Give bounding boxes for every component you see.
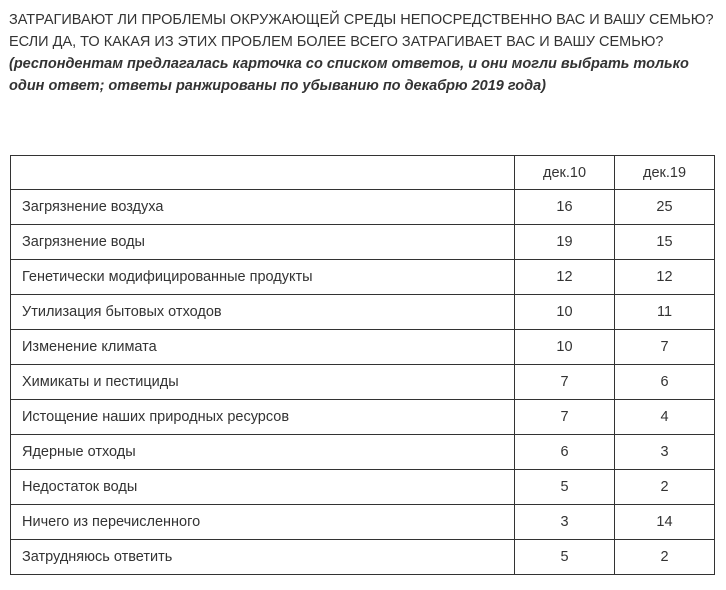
table-row: [11, 365, 715, 400]
question-text: ЗАТРАГИВАЮТ ЛИ ПРОБЛЕМЫ ОКРУЖАЮЩЕЙ СРЕДЫ НЕПОСРЕДСТВЕННО ВАС И ВАШУ СЕМЬЮ? ЕСЛИ ДА, ТО КАКАЯ ИЗ ЭТИХ ПРОБЛЕМ БОЛЕЕ ВСЕГО ЗАТРАГИВАЕТ ВАС И ВАШУ СЕМЬЮ?: [9, 12, 714, 50]
row-label: Загрязнение воздуха: [11, 190, 515, 225]
row-label: Изменение климата: [11, 330, 515, 365]
results-table: [10, 155, 715, 575]
row-value-dec10: 6: [515, 435, 615, 470]
table-row: [11, 505, 715, 540]
header-cell-dec19: дек.19: [615, 156, 715, 190]
row-value-dec19: 2: [615, 470, 715, 505]
row-value-dec10: 7: [515, 400, 615, 435]
table-row: [11, 190, 715, 225]
question-note: (респондентам предлагалась карточка со списком ответов, и они могли выбрать только один ответ; ответы ранжированы по убыванию по декабрю 2019 года): [9, 56, 689, 94]
table-row: [11, 330, 715, 365]
row-value-dec10: 5: [515, 470, 615, 505]
row-label: Утилизация бытовых отходов: [11, 295, 515, 330]
table-row: [11, 225, 715, 260]
row-value-dec10: 7: [515, 365, 615, 400]
row-value-dec19: 2: [615, 540, 715, 575]
table-row: [11, 435, 715, 470]
row-value-dec19: 14: [615, 505, 715, 540]
row-value-dec19: 6: [615, 365, 715, 400]
table-row: [11, 260, 715, 295]
table-row: [11, 295, 715, 330]
table-row: [11, 540, 715, 575]
row-value-dec10: 16: [515, 190, 615, 225]
row-label: Затрудняюсь ответить: [11, 540, 515, 575]
row-value-dec10: 10: [515, 295, 615, 330]
row-value-dec10: 12: [515, 260, 615, 295]
row-label: Ядерные отходы: [11, 435, 515, 470]
row-label: Химикаты и пестициды: [11, 365, 515, 400]
row-value-dec10: 10: [515, 330, 615, 365]
row-label: Ничего из перечисленного: [11, 505, 515, 540]
row-value-dec19: 15: [615, 225, 715, 260]
row-value-dec19: 4: [615, 400, 715, 435]
row-value-dec10: 5: [515, 540, 615, 575]
row-value-dec19: 7: [615, 330, 715, 365]
row-value-dec19: 3: [615, 435, 715, 470]
row-value-dec19: 11: [615, 295, 715, 330]
row-value-dec19: 12: [615, 260, 715, 295]
row-value-dec10: 19: [515, 225, 615, 260]
row-value-dec19: 25: [615, 190, 715, 225]
header-cell-label: [11, 156, 515, 190]
row-value-dec10: 3: [515, 505, 615, 540]
row-label: Загрязнение воды: [11, 225, 515, 260]
table-row: [11, 470, 715, 505]
row-label: Недостаток воды: [11, 470, 515, 505]
survey-question: [9, 9, 717, 97]
table-header-row: [11, 156, 715, 190]
row-label: Истощение наших природных ресурсов: [11, 400, 515, 435]
row-label: Генетически модифицированные продукты: [11, 260, 515, 295]
table-row: [11, 400, 715, 435]
header-cell-dec10: дек.10: [515, 156, 615, 190]
